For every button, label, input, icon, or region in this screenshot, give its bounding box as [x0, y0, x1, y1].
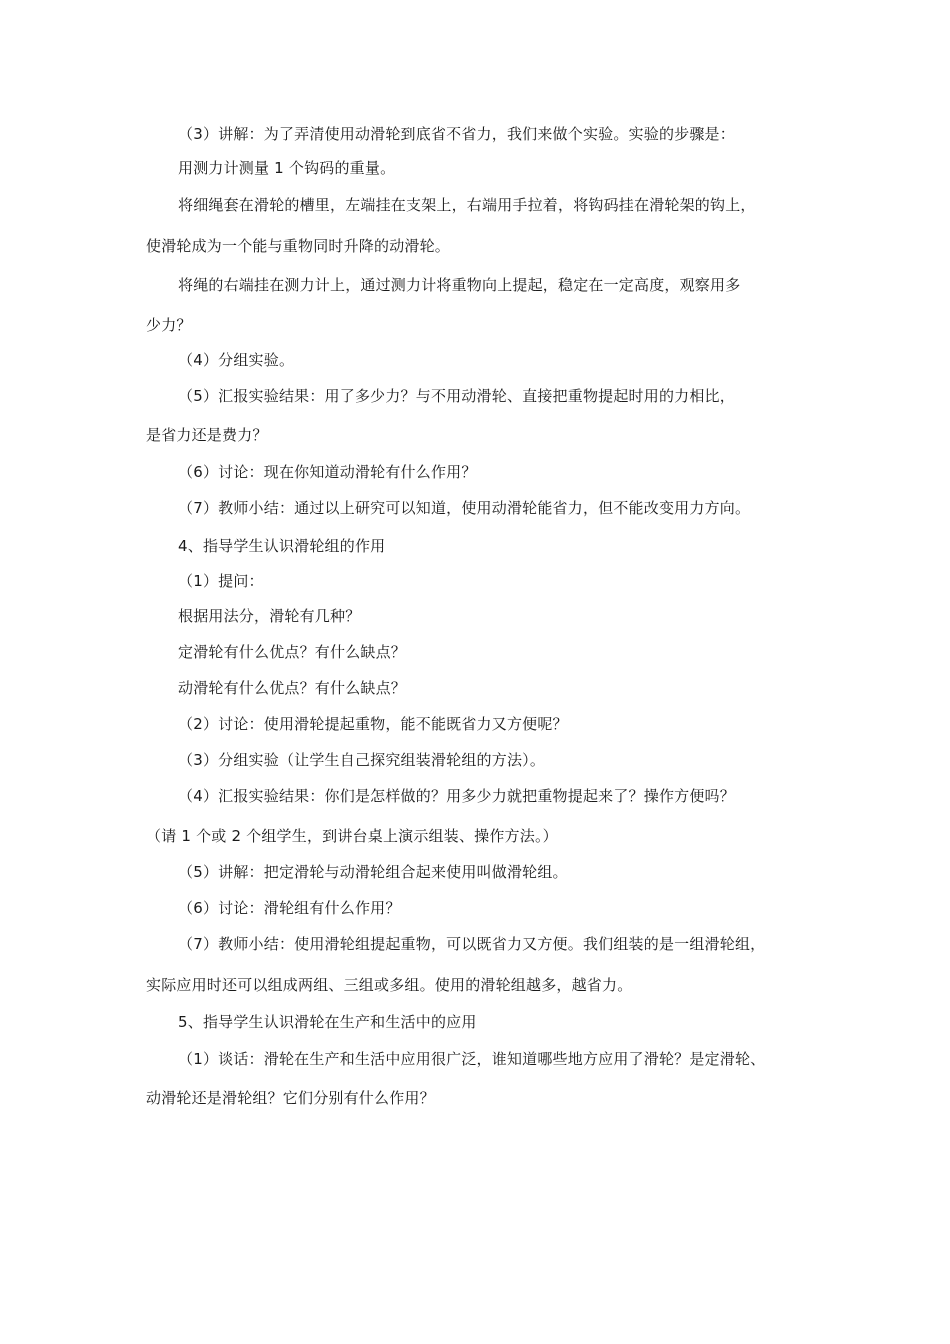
text-line: （1）谈话：滑轮在生产和生活中应用很广泛，谁知道哪些地方应用了滑轮？是定滑轮、: [178, 1050, 766, 1068]
text-line: （6）讨论：现在你知道动滑轮有什么作用？: [178, 463, 477, 481]
text-line: 是省力还是费力？: [146, 426, 268, 444]
text-line: 将细绳套在滑轮的槽里，左端挂在支架上，右端用手拉着，将钩码挂在滑轮架的钩上，: [178, 196, 756, 214]
text-line: 动滑轮还是滑轮组？它们分别有什么作用？: [146, 1089, 435, 1107]
text-line: （4）汇报实验结果：你们是怎样做的？用多少力就把重物提起来了？操作方便吗？: [178, 787, 735, 805]
text-line: 用测力计测量 1 个钩码的重量。: [178, 159, 396, 177]
text-line: 定滑轮有什么优点？有什么缺点？: [178, 643, 407, 661]
text-line: （请 1 个或 2 个组学生，到讲台桌上演示组装、操作方法。）: [146, 827, 558, 845]
text-line: 5、指导学生认识滑轮在生产和生活中的应用: [178, 1013, 477, 1031]
text-line: 将绳的右端挂在测力计上，通过测力计将重物向上提起，稳定在一定高度，观察用多: [178, 276, 741, 294]
text-line: （5）讲解：把定滑轮与动滑轮组合起来使用叫做滑轮组。: [178, 863, 568, 881]
text-line: （4）分组实验。: [178, 351, 295, 369]
text-line: （7）教师小结：通过以上研究可以知道，使用动滑轮能省力，但不能改变用力方向。: [178, 499, 751, 517]
text-line: 使滑轮成为一个能与重物同时升降的动滑轮。: [146, 237, 451, 255]
text-line: （6）讨论：滑轮组有什么作用？: [178, 899, 401, 917]
text-line: （1）提问：: [178, 572, 264, 590]
text-line: 动滑轮有什么优点？有什么缺点？: [178, 679, 407, 697]
text-line: （5）汇报实验结果：用了多少力？与不用动滑轮、直接把重物提起时用的力相比，: [178, 387, 735, 405]
text-line: （2）讨论：使用滑轮提起重物，能不能既省力又方便呢？: [178, 715, 568, 733]
text-line: 4、指导学生认识滑轮组的作用: [178, 537, 386, 555]
text-line: （3）分组实验（让学生自己探究组装滑轮组的方法）。: [178, 751, 546, 769]
text-line: （7）教师小结：使用滑轮组提起重物，可以既省力又方便。我们组装的是一组滑轮组，: [178, 935, 766, 953]
text-line: 根据用法分，滑轮有几种？: [178, 607, 361, 625]
text-line: 实际应用时还可以组成两组、三组或多组。使用的滑轮组越多，越省力。: [146, 976, 633, 994]
text-line: （3）讲解：为了弄清使用动滑轮到底省不省力，我们来做个实验。实验的步骤是：: [178, 125, 735, 143]
text-line: 少力？: [146, 316, 192, 334]
